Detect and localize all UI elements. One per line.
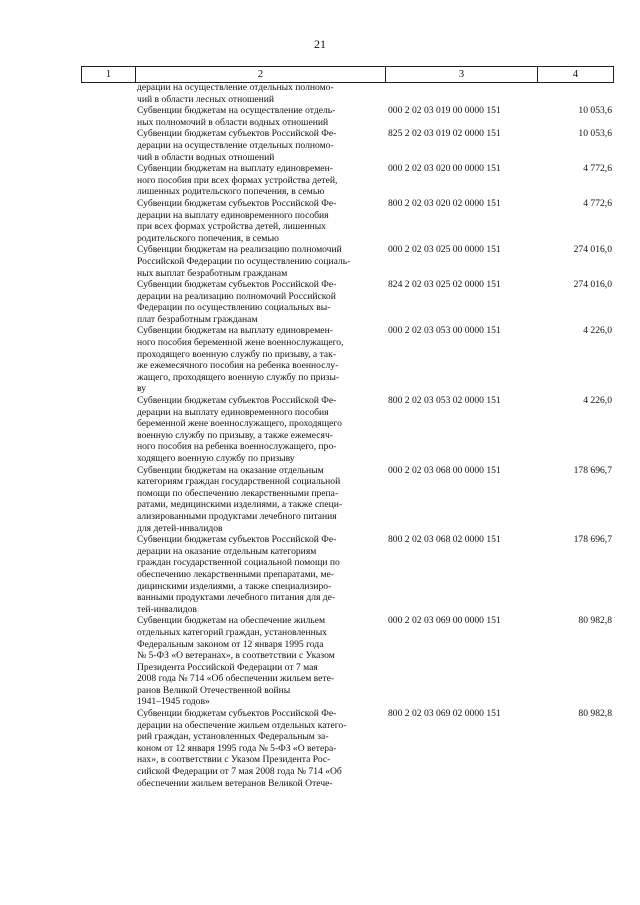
- table-row: [0, 105, 640, 128]
- row-description: Субвенции бюджетам на реализацию полномочий Российской Федерации по осуществлению социаль- ных выплат безработным гражданам: [137, 244, 351, 279]
- row-description: дерации на осуществление отдельных полномо- чий в области лесных отношений: [137, 82, 334, 105]
- row-code: 800 2 02 03 069 02 0000 151: [388, 708, 501, 720]
- row-description: Субвенции бюджетам субъектов Российской Фе- дерации на осуществление отдельных полномо- чий в области водных отношений: [137, 128, 337, 163]
- row-amount: 178 696,7: [573, 464, 612, 476]
- row-description: Субвенции бюджетам на оказание отдельным категориям граждан государственной социальной помощи по обеспечению лекарственными препа- ратами, медицинскими изделиями, а также специ- ализированными продуктами лечебного питания для детей-инвалидов: [137, 464, 343, 534]
- row-code: 000 2 02 03 020 00 0000 151: [388, 163, 501, 175]
- row-description: Субвенции бюджетам на обеспечение жильем отдельных категорий граждан, установленных Федеральным законом от 12 января 1995 года № 5-ФЗ «О ветеранах», в соответствии с Указом Президента Российской Федерации от 7 мая 2008 года № 714 «Об обеспечении жильем вете- ранов Великой Отечественной войны 1941–1945 годов»: [137, 615, 335, 708]
- row-amount: 10 053,6: [578, 105, 612, 117]
- table-body: [0, 82, 640, 789]
- row-description: Субвенции бюджетам субъектов Российской Фе- дерации на выплату единовременного пособия беременной жене военнослужащего, проходящего военную службу по призыву, а также ежемесяч- ного пособия на ребенка военнослужащего, про- ходящего военную службу по призыву: [137, 395, 342, 464]
- table-row: [0, 279, 640, 325]
- table-row: [0, 128, 640, 163]
- row-description: Субвенции бюджетам субъектов Российской Фе- дерации на выплату единовременного пособия при всех формах устройства детей, лишенных родительского попечения, в семью: [137, 197, 337, 244]
- page-number: 21: [314, 37, 326, 51]
- row-amount: 80 982,8: [578, 708, 612, 720]
- row-code: 000 2 02 03 068 00 0000 151: [388, 464, 501, 476]
- row-code: 825 2 02 03 019 02 0000 151: [388, 128, 501, 140]
- row-amount: 274 016,0: [573, 279, 612, 291]
- row-amount: 4 772,6: [583, 197, 612, 209]
- row-code: 800 2 02 03 068 02 0000 151: [388, 534, 501, 546]
- row-code: 800 2 02 03 020 02 0000 151: [388, 197, 501, 209]
- table-row: [0, 395, 640, 465]
- row-description: Субвенции бюджетам субъектов Российской Фе- дерации на реализацию полномочий Российской Федерации по осуществлению социальных вы- плат безработным гражданам: [137, 279, 337, 325]
- row-code: 000 2 02 03 019 00 0000 151: [388, 105, 501, 117]
- row-amount: 178 696,7: [573, 534, 612, 546]
- row-description: Субвенции бюджетам на выплату единовремен- ного пособия при всех формах устройства детей, лишенных родительского попечения, в семью: [137, 163, 338, 198]
- row-code: 000 2 02 03 053 00 0000 151: [388, 325, 501, 337]
- row-description: Субвенции бюджетам на выплату единовремен- ного пособия беременной жене военнослужащего, проходящего военную службу по призыву, а так- же ежемесячного пособия на ребенка военнослу- жащего, проходящего военную службу по призы- ву: [137, 325, 344, 395]
- row-amount: 4 772,6: [583, 163, 612, 175]
- table-row: [0, 615, 640, 708]
- row-description: Субвенции бюджетам на осуществление отдель- ных полномочий в области водных отношений: [137, 105, 336, 128]
- table-row: [0, 244, 640, 279]
- row-amount: 274 016,0: [573, 244, 612, 256]
- row-code: 824 2 02 03 025 02 0000 151: [388, 279, 501, 291]
- table-row: [0, 708, 640, 789]
- header-col-3: 3: [386, 67, 538, 82]
- header-col-1: 1: [82, 67, 136, 82]
- row-code: 000 2 02 03 069 00 0000 151: [388, 615, 501, 627]
- table-row: [0, 163, 640, 198]
- row-code: 800 2 02 03 053 02 0000 151: [388, 395, 501, 407]
- row-description: Субвенции бюджетам субъектов Российской Фе- дерации на оказание отдельным категориям граждан государственной социальной помощи по обеспечению лекарственными препаратами, ме- дицинскими изделиями, а также специализиро- ванными продуктами лечебного питания для де- тей-инвалидов: [137, 534, 340, 615]
- header-col-2: 2: [136, 67, 386, 82]
- row-amount: 10 053,6: [578, 128, 612, 140]
- table-row: [0, 465, 640, 535]
- header-col-4: 4: [572, 69, 579, 80]
- table-header: [81, 66, 614, 83]
- row-code: 000 2 02 03 025 00 0000 151: [388, 244, 501, 256]
- table-row: [0, 82, 640, 105]
- table-row: [0, 198, 640, 244]
- table-row: [0, 534, 640, 615]
- row-amount: 4 226,0: [583, 395, 612, 407]
- row-amount: 80 982,8: [578, 615, 612, 627]
- table-row: [0, 325, 640, 395]
- row-description: Субвенции бюджетам субъектов Российской Фе- дерации на обеспечение жильем отдельных катего- рий граждан, установленных Федеральным за- коном от 12 января 1995 года № 5-ФЗ «О ветера- нах», в соответствии с Указом Президента Рос- сийской Федерации от 7 мая 2008 года № 714 «Об обеспечении жильем ветеранов Великой Отече-: [137, 708, 347, 789]
- row-amount: 4 226,0: [583, 325, 612, 337]
